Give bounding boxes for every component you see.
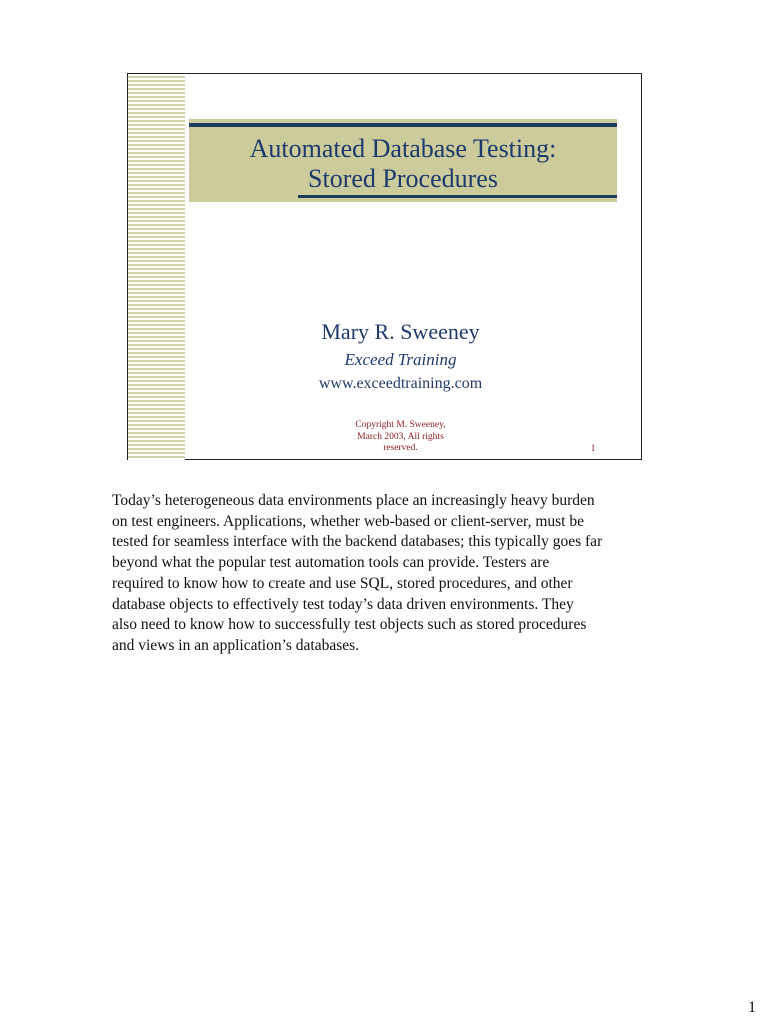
slide-title [189, 134, 617, 194]
copyright-line3: reserved. [383, 443, 418, 453]
body-line-2: on test engineers. Applications, whether web-based or client-server, must be [112, 512, 584, 530]
company-url: www.exceedtraining.com [318, 375, 483, 392]
title-accent-bar-top [189, 123, 617, 127]
slide-thumbnail [127, 73, 642, 460]
copyright-line2: March 2003, All rights [357, 431, 444, 442]
body-line-3: tested for seamless interface with the backend databases; this typically goes far [112, 533, 603, 551]
slide-title-line2: Stored Procedures [308, 164, 498, 193]
company-name: Exceed Training [344, 350, 457, 369]
copyright-line1: Copyright M. Sweeney, [355, 420, 446, 430]
body-paragraph [112, 491, 672, 657]
body-line-1: Today’s heterogeneous data environments place an increasingly heavy burden [112, 492, 595, 509]
author-name: Mary R. Sweeney [321, 319, 480, 344]
body-line-6: database objects to effectively test today’s data driven environments. They [112, 595, 574, 613]
slide-title-line1: Automated Database Testing: [249, 134, 557, 163]
decorative-stripes [128, 76, 185, 460]
title-accent-bar-bottom [298, 195, 617, 198]
slide-number: 1 [590, 444, 596, 454]
body-line-8: and views in an application’s databases. [112, 636, 360, 654]
body-line-5: required to know how to create and use SQL, stored procedures, and other [112, 574, 573, 592]
body-line-4: beyond what the popular test automation tools can provide. Testers are [112, 554, 550, 572]
body-line-7: also need to know how to successfully test objects such as stored procedures [112, 616, 587, 634]
page-number: 1 [748, 999, 756, 1016]
copyright-notice [328, 420, 473, 455]
